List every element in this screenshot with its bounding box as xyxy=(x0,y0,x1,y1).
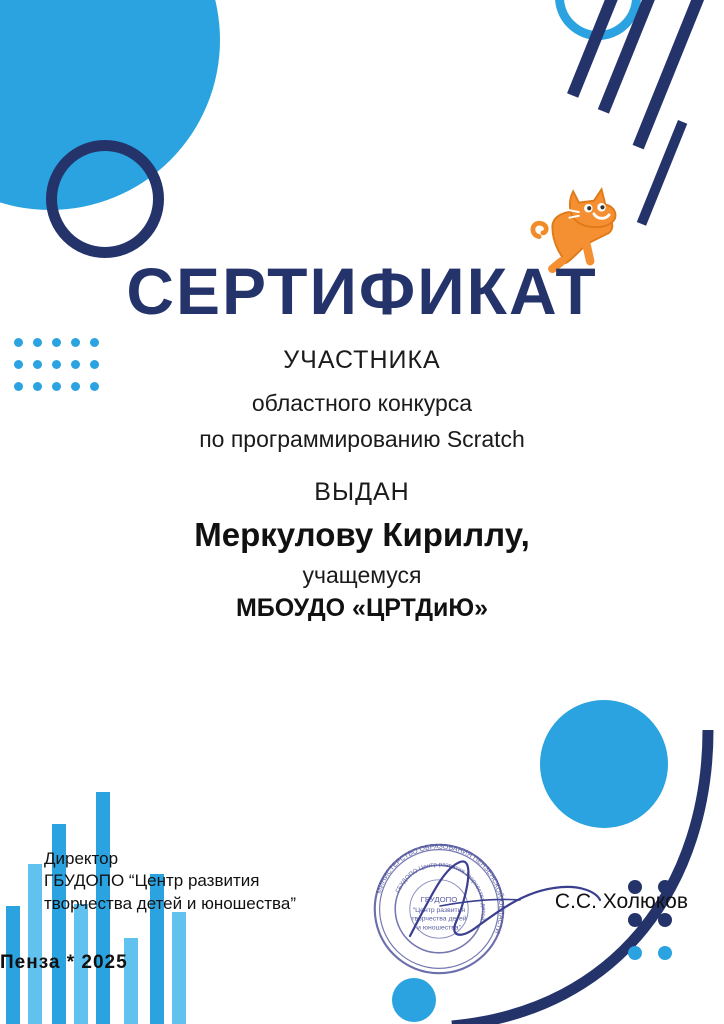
signer-position-block xyxy=(44,848,296,915)
page-title: СЕРТИФИКАТ xyxy=(126,254,598,328)
dot-grid-top-decoration xyxy=(158,14,212,68)
handwritten-signature xyxy=(404,844,604,964)
recipient-organization: МБОУДО «ЦРТДиЮ» xyxy=(235,594,489,622)
bottom-small-blue-circle xyxy=(392,978,436,1022)
participant-label: УЧАСТНИКА xyxy=(283,346,441,374)
svg-text:ГБУДОПО Центр развития творчес: ГБУДОПО Центр развития творчества детей xyxy=(394,861,487,922)
svg-text:ГБУДОПО: ГБУДОПО xyxy=(420,895,458,905)
recipient-role: учащемуся xyxy=(302,562,422,588)
recipient-name: Меркулову Кириллу, xyxy=(194,516,530,553)
svg-text:творчества детей: творчества детей xyxy=(411,915,467,923)
issued-label: ВЫДАН xyxy=(314,478,410,506)
svg-text:“Центр развития: “Центр развития xyxy=(412,906,466,914)
navy-ring-decoration xyxy=(46,140,164,258)
event-line-2: по программированию Scratch xyxy=(199,426,525,452)
signer-position-line-2: ГБУДОПО “Центр развития xyxy=(44,871,260,891)
svg-text:и юношества”: и юношества” xyxy=(417,924,461,932)
signer-position-line-3: творчества детей и юношества” xyxy=(44,893,297,913)
event-line-1: областного конкурса xyxy=(251,390,473,416)
signer-name: С.С. Холюков xyxy=(554,890,688,913)
svg-text:МИНИСТЕРСТВО ОБРАЗОВАНИЯ ПЕНЗЕ: МИНИСТЕРСТВО ОБРАЗОВАНИЯ ПЕНЗЕНСКОЙ ОБЛАСТИ xyxy=(375,843,505,935)
signer-position-line-1: Директор xyxy=(44,849,119,868)
place-and-year: Пенза * 2025 xyxy=(0,952,128,973)
